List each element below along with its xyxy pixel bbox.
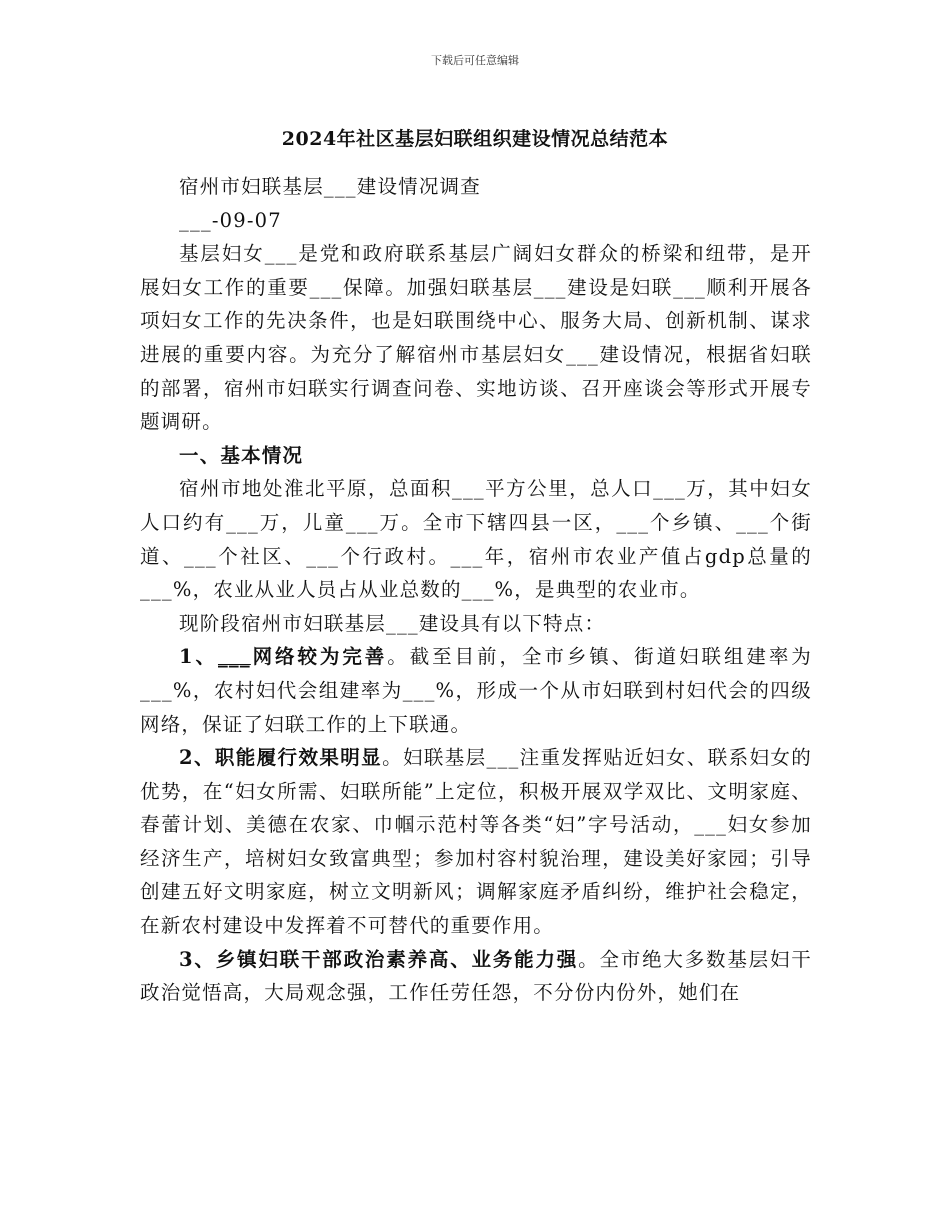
feature-2-lead: 2、职能履行效果明显 xyxy=(179,746,383,770)
paragraph-feature-3 xyxy=(140,943,812,1010)
paragraph-feature-2 xyxy=(140,741,812,943)
paragraph-basic-situation: 宿州市地处淮北平原，总面积___平方公里，总人口___万，其中妇女人口约有___万，儿童___万。全市下辖四县一区，___个乡镇、___个街道、___个社区、___个行政村。___年，宿州市农业产值占gdp总量的___%，农业从业人员占从业总数的___%，是典型的农业市。 xyxy=(140,477,812,602)
paragraph-feature-1 xyxy=(140,640,812,741)
feature-2-body: 。妇联基层___注重发挥贴近妇女、联系妇女的优势，在“妇女所需、妇联所能”上定位，积极开展双学双比、文明家庭、春蕾计划、美德在农家、巾帼示范村等各类“妇”字号活动，___妇女参加经济生产，培树妇女致富典型；参加村容村貌治理，建设美好家园；引导创建五好文明家庭，树立文明新风；调解家庭矛盾纠纷，维护社会稳定，在新农村建设中发挥着不可替代的重要作用。 xyxy=(140,746,812,938)
feature-1-number: 1、 xyxy=(179,645,218,669)
paragraph-features-intro: 现阶段宿州市妇联基层___建设具有以下特点： xyxy=(179,611,606,635)
feature-1-blank: ___ xyxy=(217,645,251,669)
header-note: 下载后可任意编辑 xyxy=(431,54,519,67)
paragraph-date: ___-09-07 xyxy=(179,208,282,232)
feature-3-body: 。全市绝大多数基层妇干政治觉悟高，大局观念强，工作任劳任怨，不分份内份外，她们在 xyxy=(140,947,813,1005)
paragraph-survey-title: 宿州市妇联基层___建设情况调查 xyxy=(179,175,481,198)
document-title: 2024年社区基层妇联组织建设情况总结范本 xyxy=(281,128,669,150)
paragraph-intro: 基层妇女___是党和政府联系基层广阔妇女群众的桥梁和纽带，是开展妇女工作的重要___保障。加强妇联基层___建设是妇联___顺利开展各项妇女工作的先决条件，也是妇联围绕中心、服务大局、创新机制、谋求进展的重要内容。为充分了解宿州市基层妇女___建设情况，根据省妇联的部署，宿州市妇联实行调查问卷、实地访谈、召开座谈会等形式开展专题调研。 xyxy=(140,242,812,434)
feature-1-lead: 网络较为完善 xyxy=(250,645,388,669)
document-body xyxy=(140,170,812,1010)
feature-3-lead: 3、乡镇妇联干部政治素养高、业务能力强 xyxy=(179,947,579,971)
feature-1-body: 。截至目前，全市乡镇、街道妇联组建率为___%，农村妇代会组建率为___%，形成一个从市妇联到村妇代会的四级网络，保证了妇联工作的上下联通。 xyxy=(140,645,813,736)
section-heading-basic-situation: 一、基本情况 xyxy=(179,443,304,467)
